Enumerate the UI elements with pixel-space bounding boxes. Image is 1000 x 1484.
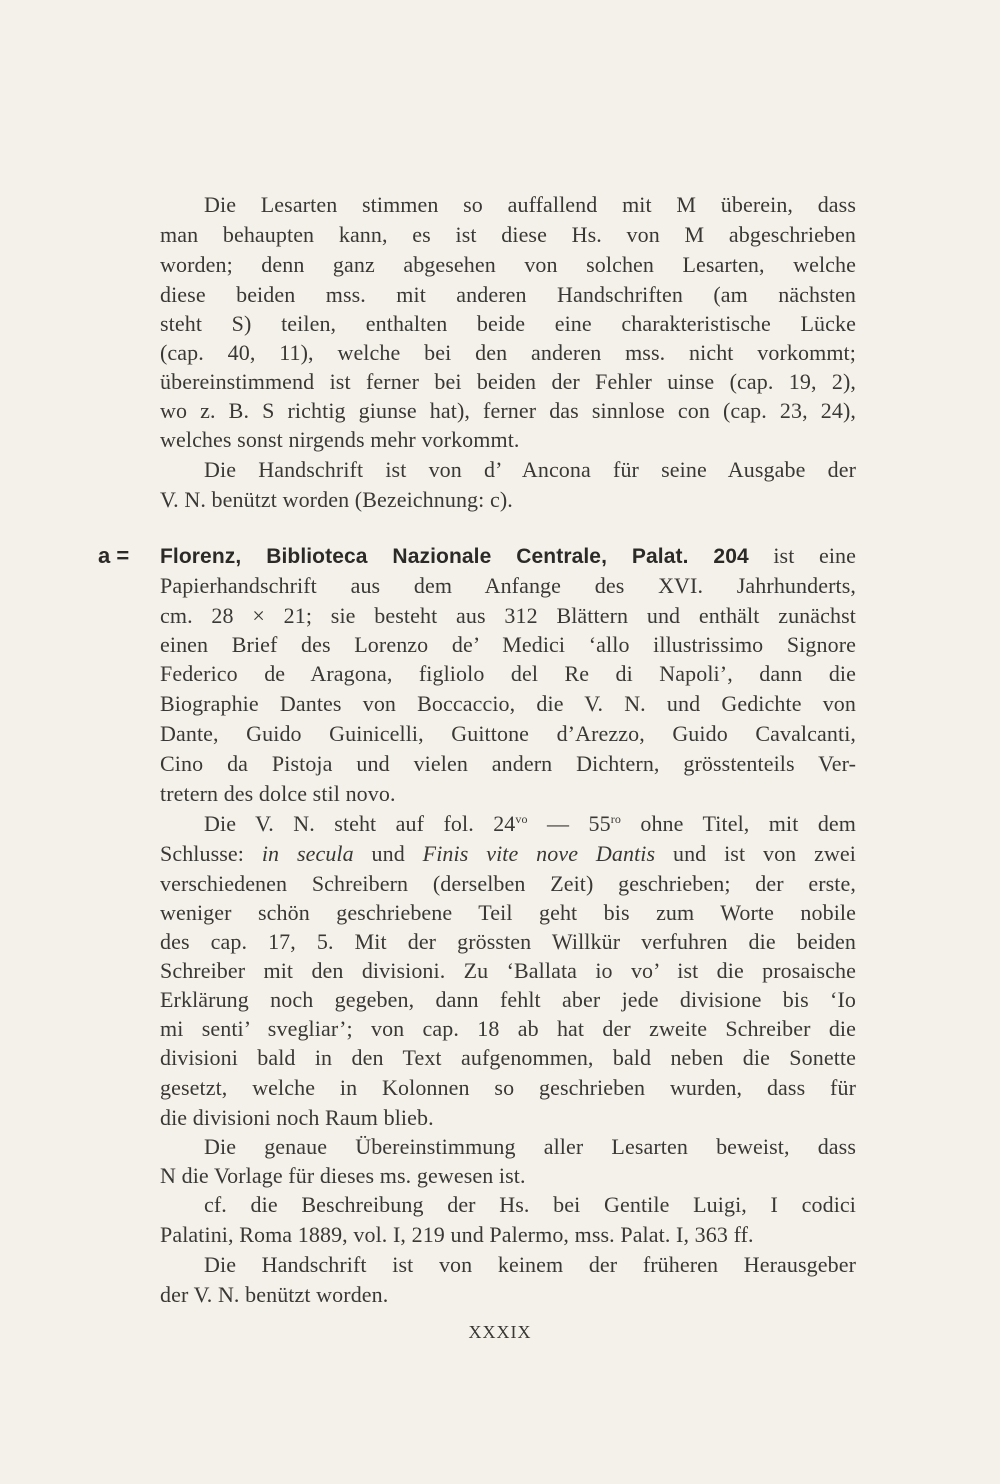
text-segment: — 55 (527, 811, 611, 836)
text-segment: Schlusse: (160, 841, 262, 866)
text-line: Biographie Dantes von Boccaccio, die V. N. und Gedichte von (160, 691, 856, 716)
text-line: Papierhandschrift aus dem Anfange des XVI. Jahrhunderts, (160, 573, 856, 598)
text-segment: Die V. N. steht auf fol. 24 (204, 811, 516, 836)
manuscript-siglum: a = (98, 543, 130, 568)
text-line: (cap. 40, 11), welche bei den anderen mss. nicht vorkommt; (160, 340, 856, 365)
text-line (204, 809, 856, 839)
text-line: Dante, Guido Guinicelli, Guittone d’Arezzo, Guido Cavalcanti, (160, 721, 856, 746)
text-segment: und ist von zwei (655, 841, 857, 866)
text-line: verschiedenen Schreibern (derselben Zeit) geschrieben; der erste, (160, 871, 856, 896)
text-line: diese beiden mss. mit anderen Handschriften (am nächsten (160, 282, 856, 307)
text-line: cm. 28 × 21; sie besteht aus 312 Blättern und enthält zunächst (160, 603, 856, 628)
text-line: des cap. 17, 5. Mit der grössten Willkür verfuhren die beiden (160, 929, 856, 954)
text-line: die divisioni noch Raum blieb. (160, 1105, 434, 1130)
text-line: worden; denn ganz abgesehen von solchen Lesarten, welche (160, 252, 856, 277)
text-line: tretern des dolce stil novo. (160, 781, 396, 806)
text-line: Federico de Aragona, figliolo del Re di Napoli’, dann die (160, 661, 856, 686)
superscript: vo (515, 812, 528, 826)
text-line: übereinstimmend ist ferner bei beiden der Fehler uinse (cap. 19, 2), (160, 369, 856, 394)
text-line: Die Handschrift ist von keinem der früheren Herausgeber (204, 1252, 856, 1277)
entry-heading-line (160, 541, 856, 572)
text-line: Die Handschrift ist von d’ Ancona für seine Ausgabe der (204, 457, 856, 482)
text-line: Cino da Pistoja und vielen andern Dichtern, grösstenteils Ver- (160, 751, 856, 776)
text-line: welches sonst nirgends mehr vorkommt. (160, 427, 520, 452)
text-line: Schreiber mit den divisioni. Zu ‘Ballata io vo’ ist die prosaische (160, 958, 856, 983)
text-line: der V. N. benützt worden. (160, 1282, 389, 1307)
text-line: Palatini, Roma 1889, vol. I, 219 und Palermo, mss. Palat. I, 363 ff. (160, 1222, 754, 1247)
italic-quote: Finis vite nove Dantis (422, 841, 656, 866)
manuscript-heading: Florenz, Biblioteca Nazionale Centrale, Palat. 204 (160, 545, 749, 568)
text-line (160, 839, 856, 869)
text-line: wo z. B. S richtig giunse hat), ferner das sinnlose con (cap. 23, 24), (160, 398, 856, 423)
italic-quote: in secula (261, 841, 354, 866)
text-line: cf. die Beschreibung der Hs. bei Gentile Luigi, I codici (204, 1192, 856, 1217)
text-line: Die Lesarten stimmen so auffallend mit M überein, dass (204, 192, 856, 217)
text-line: steht S) teilen, enthalten beide eine charakteristische Lücke (160, 311, 856, 336)
page-number: XXXIX (468, 1322, 532, 1342)
text-line: mi senti’ svegliar’; von cap. 18 ab hat der zweite Schreiber die (160, 1016, 856, 1041)
superscript: ro (610, 812, 621, 826)
text-line: gesetzt, welche in Kolonnen so geschrieben wurden, dass für (160, 1075, 856, 1100)
text-segment: ohne Titel, mit dem (620, 811, 856, 836)
text-line: einen Brief des Lorenzo de’ Medici ‘allo illustrissimo Signore (160, 632, 856, 657)
text-line: man behaupten kann, es ist diese Hs. von M abgeschrieben (160, 222, 856, 247)
text-segment: und (353, 841, 423, 866)
text-line: V. N. benützt worden (Bezeichnung: c). (160, 487, 513, 512)
text-line: divisioni bald in den Text aufgenommen, bald neben die Sonette (160, 1045, 856, 1070)
text-line: Erklärung noch gegeben, dann fehlt aber jede divisione bis ‘Io (160, 987, 856, 1012)
text-line: weniger schön geschriebene Teil geht bis zum Worte nobile (160, 900, 856, 925)
heading-continuation: ist eine (748, 543, 856, 568)
text-line: N die Vorlage für dieses ms. gewesen ist. (160, 1163, 526, 1188)
text-line: Die genaue Übereinstimmung aller Lesarten beweist, dass (204, 1134, 856, 1159)
